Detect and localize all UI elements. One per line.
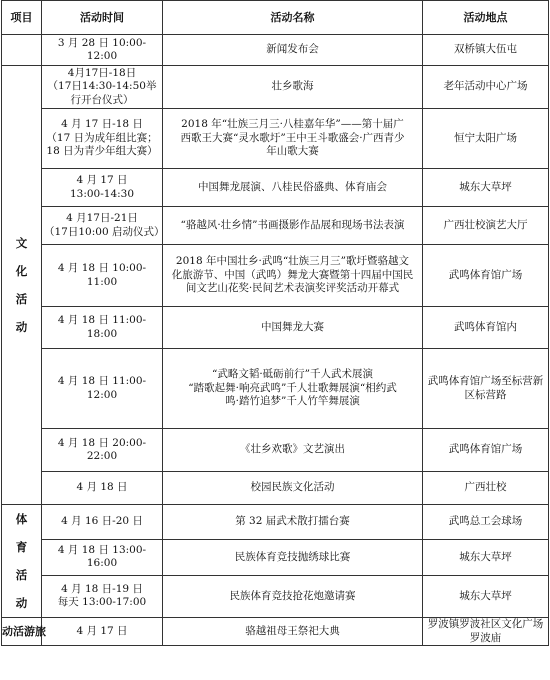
event-name-line: 年山歌大赛 — [266, 145, 319, 158]
event-name — [163, 618, 423, 646]
event-venue-line: 城东大草坪 — [459, 589, 512, 602]
schedule-row — [2, 505, 549, 540]
event-time — [42, 505, 163, 540]
event-name — [163, 505, 423, 540]
event-name — [163, 539, 423, 575]
event-venue — [423, 66, 549, 109]
event-name-line: 西歌王大赛“灵水歌圩”王中王斗歌盛会·广西青少 — [180, 131, 405, 144]
event-time-line: 4月17日-18日 — [67, 66, 137, 79]
event-time — [42, 169, 163, 207]
event-name — [163, 207, 423, 245]
event-venue-line: 恒宁太阳广场 — [454, 131, 517, 144]
event-venue — [423, 109, 549, 169]
event-time-line: 18 日为青少年组大赛） — [46, 145, 158, 158]
event-schedule-table — [1, 0, 549, 646]
event-name-line: 间文艺山花奖·民间艺术表演奖评奖活动开幕式 — [185, 282, 400, 295]
event-name-line: 新闻发布会 — [266, 43, 319, 56]
schedule-row — [2, 109, 549, 169]
event-time-line: 4 月 17 日 — [76, 174, 128, 186]
event-venue-line: 武鸣体育馆内 — [454, 320, 517, 333]
event-time-line: 4 月 16 日-20 日 — [61, 515, 143, 528]
event-name-line: 民族体育竞技抛绣球比赛 — [234, 550, 351, 563]
schedule-row — [2, 245, 549, 307]
category-sports-char: 体 — [15, 512, 28, 526]
category-culture-char: 动 — [15, 320, 28, 334]
event-time-line: 每天 13:00-17:00 — [57, 596, 147, 609]
event-time-line: 4 月 18 日-19 日 — [61, 582, 143, 595]
event-time — [42, 35, 163, 66]
event-time-line: 4 月17日-21日 — [66, 212, 138, 224]
event-venue — [423, 575, 549, 617]
schedule-row — [2, 349, 549, 429]
event-name-line: 中国舞龙大赛 — [261, 320, 324, 333]
event-venue-line: 区标营路 — [464, 388, 507, 401]
event-time-line: （17 日为成年组比赛； — [46, 131, 158, 144]
header-category: 项目 — [2, 1, 42, 35]
event-time-line: 4 月 17 日 — [76, 624, 128, 637]
event-time-line: 4 月 18 日 11:00-18:00 — [57, 314, 147, 340]
event-venue-line: 广西壮校 — [464, 481, 507, 494]
event-time-line: 4 月 18 日 13:00-16:00 — [57, 543, 147, 570]
event-name — [163, 245, 423, 307]
event-name — [163, 429, 423, 472]
schedule-row — [2, 539, 549, 575]
event-venue-line: 罗波镇罗波社区文化广场 — [427, 618, 544, 630]
category-sports-char: 动 — [15, 596, 28, 610]
event-name-line: 校园民族文化活动 — [250, 481, 335, 494]
header-row — [2, 1, 549, 35]
category-cell-empty — [2, 35, 42, 66]
header-time: 活动时间 — [42, 1, 163, 35]
event-venue-line: 城东大草坪 — [459, 550, 512, 563]
event-venue — [423, 349, 549, 429]
event-time-line: 4 月 18 日 — [76, 481, 128, 494]
header-venue: 活动地点 — [423, 1, 549, 35]
schedule-row — [2, 429, 549, 472]
category-sports — [2, 505, 42, 618]
event-name-line: 2018 年中国壮乡·武鸣“壮族三月三”歌圩暨骆越文 — [175, 255, 410, 268]
event-time — [42, 207, 163, 245]
event-name — [163, 575, 423, 617]
event-time — [42, 539, 163, 575]
event-time — [42, 575, 163, 617]
category-tourism: 动活游旅 — [2, 618, 42, 646]
event-name-line: 化旅游节、中国（武鸣）舞龙大赛暨第十四届中国民 — [171, 268, 414, 281]
schedule-row — [2, 307, 549, 349]
event-time — [42, 472, 163, 505]
event-venue — [423, 505, 549, 540]
event-time — [42, 245, 163, 307]
event-venue — [423, 169, 549, 207]
event-time-line: 4 月 18 日 10:00-11:00 — [57, 262, 147, 288]
event-time-line: 13:00-14:30 — [69, 187, 135, 200]
category-culture-char: 活 — [15, 292, 28, 306]
event-name — [163, 66, 423, 109]
category-sports-char: 活 — [15, 568, 28, 582]
event-name — [163, 472, 423, 505]
event-venue-line: 广西壮校演艺大厅 — [443, 218, 528, 231]
event-venue — [423, 472, 549, 505]
schedule-row — [2, 35, 549, 66]
event-time — [42, 349, 163, 429]
event-name — [163, 109, 423, 169]
category-culture — [2, 66, 42, 505]
schedule-body — [2, 35, 549, 646]
event-time — [42, 66, 163, 109]
event-name — [163, 349, 423, 429]
event-venue — [423, 35, 549, 66]
event-time-line: 行开台仪式） — [70, 93, 134, 106]
event-venue — [423, 429, 549, 472]
event-name-line: 《壮乡欢歌》文艺演出 — [240, 443, 345, 456]
event-name — [163, 169, 423, 207]
event-name-line: 壮乡歌海 — [271, 80, 314, 93]
event-venue-line: 武鸣总工会球场 — [448, 515, 523, 528]
event-time-line: （17日14:30-14:50举 — [47, 80, 157, 93]
event-time-line: （17日10:00 启动仪式） — [44, 225, 165, 238]
event-venue — [423, 618, 549, 646]
schedule-row — [2, 169, 549, 207]
event-name-line: “武略文韬·砥砺前行”千人武术展演 — [211, 368, 374, 381]
schedule-row — [2, 472, 549, 505]
event-venue-line: 双桥镇大伍屯 — [454, 43, 517, 56]
header-name: 活动名称 — [163, 1, 423, 35]
event-time — [42, 109, 163, 169]
event-venue-line: 罗波庙 — [469, 631, 502, 644]
event-venue-line: 老年活动中心广场 — [443, 80, 528, 93]
event-time — [42, 429, 163, 472]
schedule-row — [2, 618, 549, 646]
event-time-line: 4 月 18 日 11:00-12:00 — [57, 375, 147, 401]
event-name-line: “踏歌起舞·响亮武鸣”千人壮歌舞展演“相约武 — [188, 381, 397, 394]
event-name-line: 民族体育竞技抢花炮邀请赛 — [229, 589, 356, 602]
event-time-line: 4 月 18 日 20:00-22:00 — [57, 436, 147, 462]
event-venue — [423, 307, 549, 349]
schedule-row — [2, 575, 549, 617]
category-culture-char: 化 — [15, 264, 28, 278]
event-venue — [423, 207, 549, 245]
event-name-line: 鸣·踏竹追梦”千人竹竿舞展演 — [225, 395, 360, 408]
event-venue — [423, 539, 549, 575]
category-sports-char: 育 — [15, 540, 28, 554]
schedule-row — [2, 207, 549, 245]
event-name-line: 中国舞龙展演、八桂民俗盛典、体育庙会 — [198, 180, 387, 193]
event-name — [163, 307, 423, 349]
event-time-line: 4 月 17 日-18 日 — [61, 118, 143, 131]
category-culture-char: 文 — [15, 236, 28, 250]
event-name-line: 骆越祖母王祭祀大典 — [245, 624, 340, 637]
event-name-line: 2018 年“壮族三月三·八桂嘉年华”——第十届广 — [181, 118, 404, 131]
event-venue-line: 武鸣体育馆广场 — [448, 443, 523, 456]
event-venue — [423, 245, 549, 307]
event-venue-line: 武鸣体育馆广场至标营新 — [427, 375, 544, 387]
event-time — [42, 307, 163, 349]
event-name-line: 第 32 届武术散打擂台赛 — [235, 515, 350, 528]
schedule-row — [2, 66, 549, 109]
event-name-line: “骆越风·壮乡情”书画摄影作品展和现场书法表演 — [180, 218, 405, 231]
event-venue-line: 武鸣体育馆广场 — [448, 268, 523, 281]
event-name — [163, 35, 423, 66]
event-time — [42, 618, 163, 646]
event-venue-line: 城东大草坪 — [459, 180, 512, 193]
event-time-line: 3 月 28 日 10:00-12:00 — [57, 36, 147, 62]
